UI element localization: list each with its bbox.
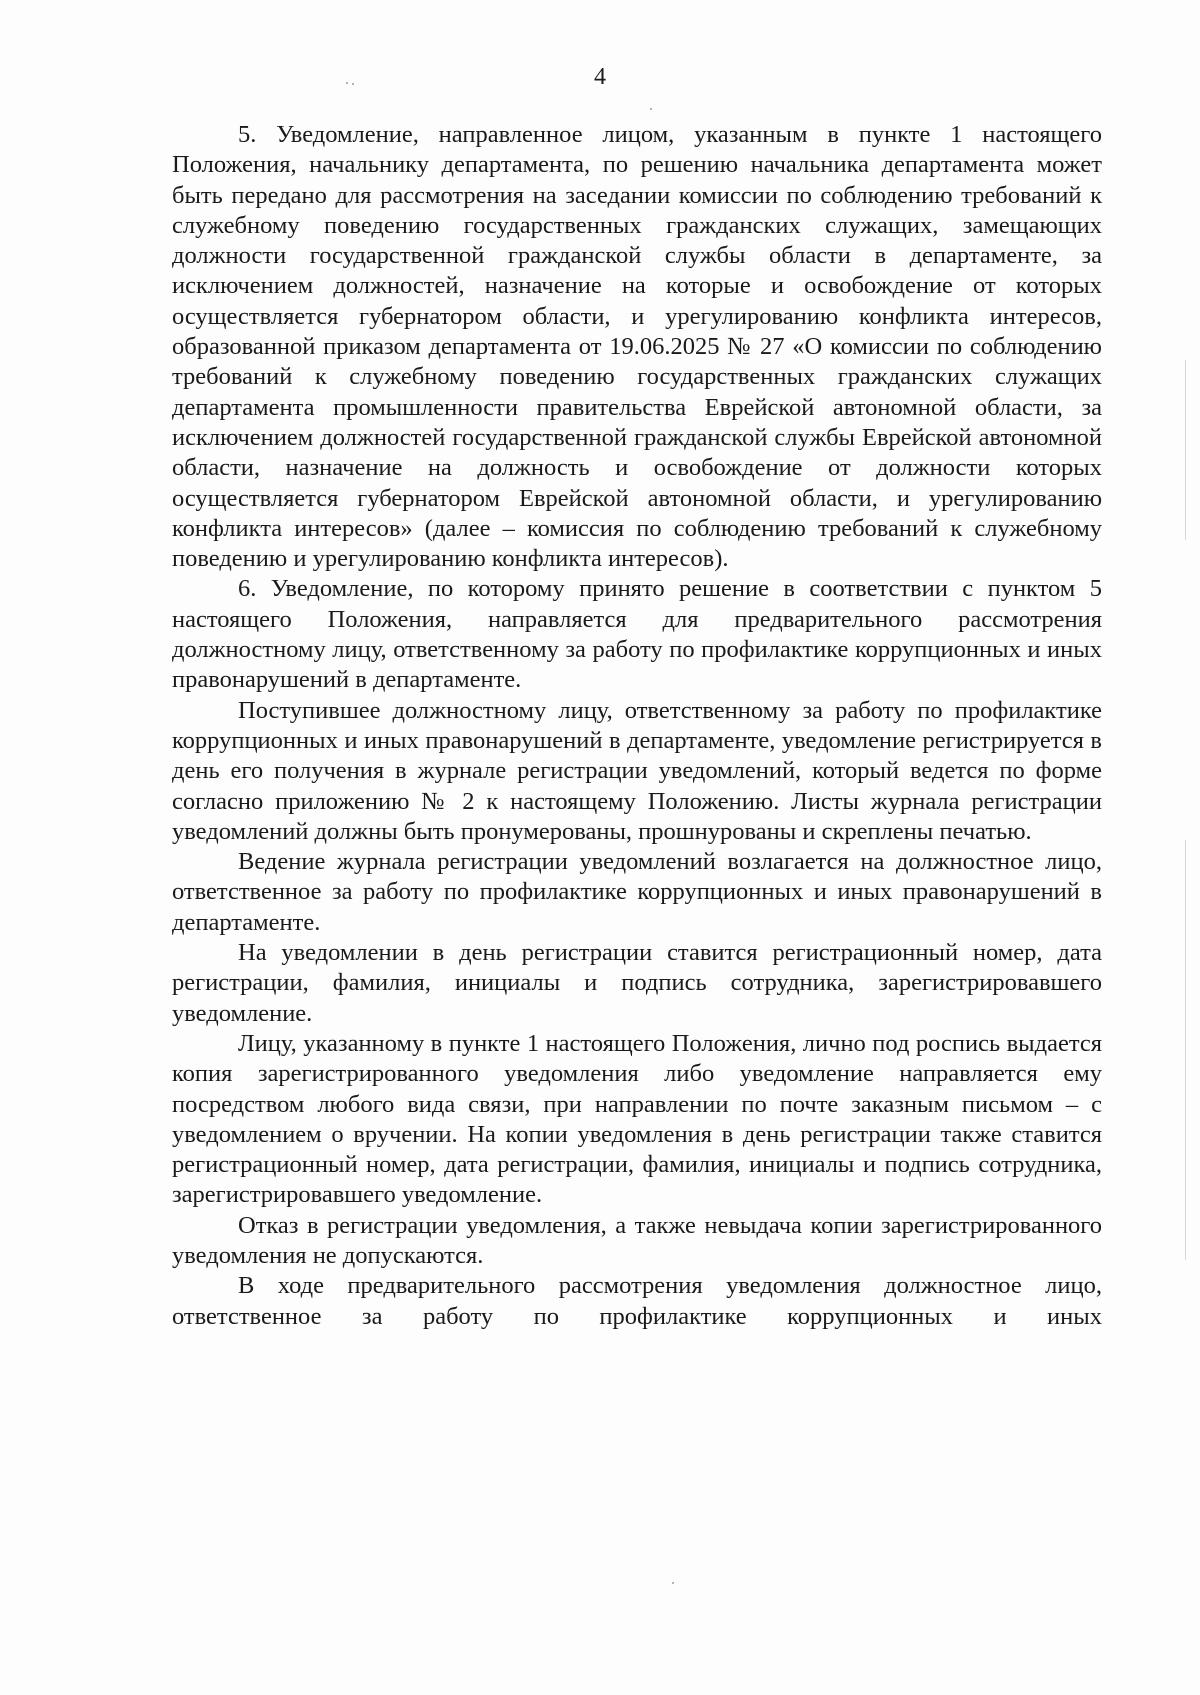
paragraph-copy-issue: Лицу, указанному в пункте 1 настоящего Положения, лично под роспись выдается копия зарегистрированного уведомления либо уведомление направляется ему посредством любого вида связи, при направлении по почте заказным письмом – с уведомлением о вручении. На копии уведомления в день регистрации также ставится регистрационный номер, дата регистрации, фамилия, инициалы и подпись сотрудника, зарегистрировавшего уведомление.: [172, 1029, 1102, 1209]
scan-edge-artifact: [1185, 840, 1186, 1260]
scan-artifact: [650, 108, 652, 110]
page-number: 4: [594, 64, 606, 90]
paragraph-item-6: 6. Уведомление, по которому принято решение в соответствии с пунктом 5 настоящего Положения, направляется для предварительного рассмотрения должностному лицу, ответственному за работу по профилактике коррупционных и иных правонарушений в департаменте.: [172, 575, 1102, 694]
paragraph-item-5: 5. Уведомление, направленное лицом, указанным в пункте 1 настоящего Положения, начальнику департамента, по решению начальника департамента может быть передано для рассмотрения на заседании комиссии по соблюдению требований к служебному поведению государственных гражданских служащих, замещающих должности государственной гражданской службы области в департаменте, за исключением должностей, назначение на которые и освобождение от которых осуществляется губернатором области, и урегулированию конфликта интересов, образованной приказом департамента от 19.06.2025 № 27 «О комиссии по соблюдению требований к служебному поведению государственных гражданских служащих департамента промышленности правительства Еврейской автономной области, за исключением должностей государственной гражданской службы Еврейской автономной области, назначение на должность и освобождение от должности которых осуществляется губернатором Еврейской автономной области, и урегулированию конфликта интересов» (далее – комиссия по соблюдению требований к служебному поведению и урегулированию конфликта интересов).: [172, 121, 1102, 573]
scan-artifact: [672, 1582, 674, 1584]
scan-edge-artifact: [1185, 360, 1186, 540]
paragraph-registration-number: На уведомлении в день регистрации ставится регистрационный номер, дата регистрации, фамилия, инициалы и подпись сотрудника, зарегистрировавшего уведомление.: [172, 939, 1102, 1027]
document-body: [172, 120, 1102, 1332]
paragraph-preliminary-review: В ходе предварительного рассмотрения уведомления должностное лицо, ответственное за работу по профилактике коррупционных и иных: [172, 1272, 1102, 1330]
paragraph-registration: Поступившее должностному лицу, ответственному за работу по профилактике коррупционных и иных правонарушений в департаменте, уведомление регистрируется в день его получения в журнале регистрации уведомлений, который ведется по форме согласно приложению № 2 к настоящему Положению. Листы журнала регистрации уведомлений должны быть пронумерованы, прошнурованы и скреплены печатью.: [172, 696, 1102, 845]
paragraph-journal: Ведение журнала регистрации уведомлений возлагается на должностное лицо, ответственное за работу по профилактике коррупционных и иных правонарушений в департаменте.: [172, 848, 1102, 936]
paragraph-refusal: Отказ в регистрации уведомления, а также невыдача копии зарегистрированного уведомления не допускаются.: [172, 1211, 1102, 1269]
